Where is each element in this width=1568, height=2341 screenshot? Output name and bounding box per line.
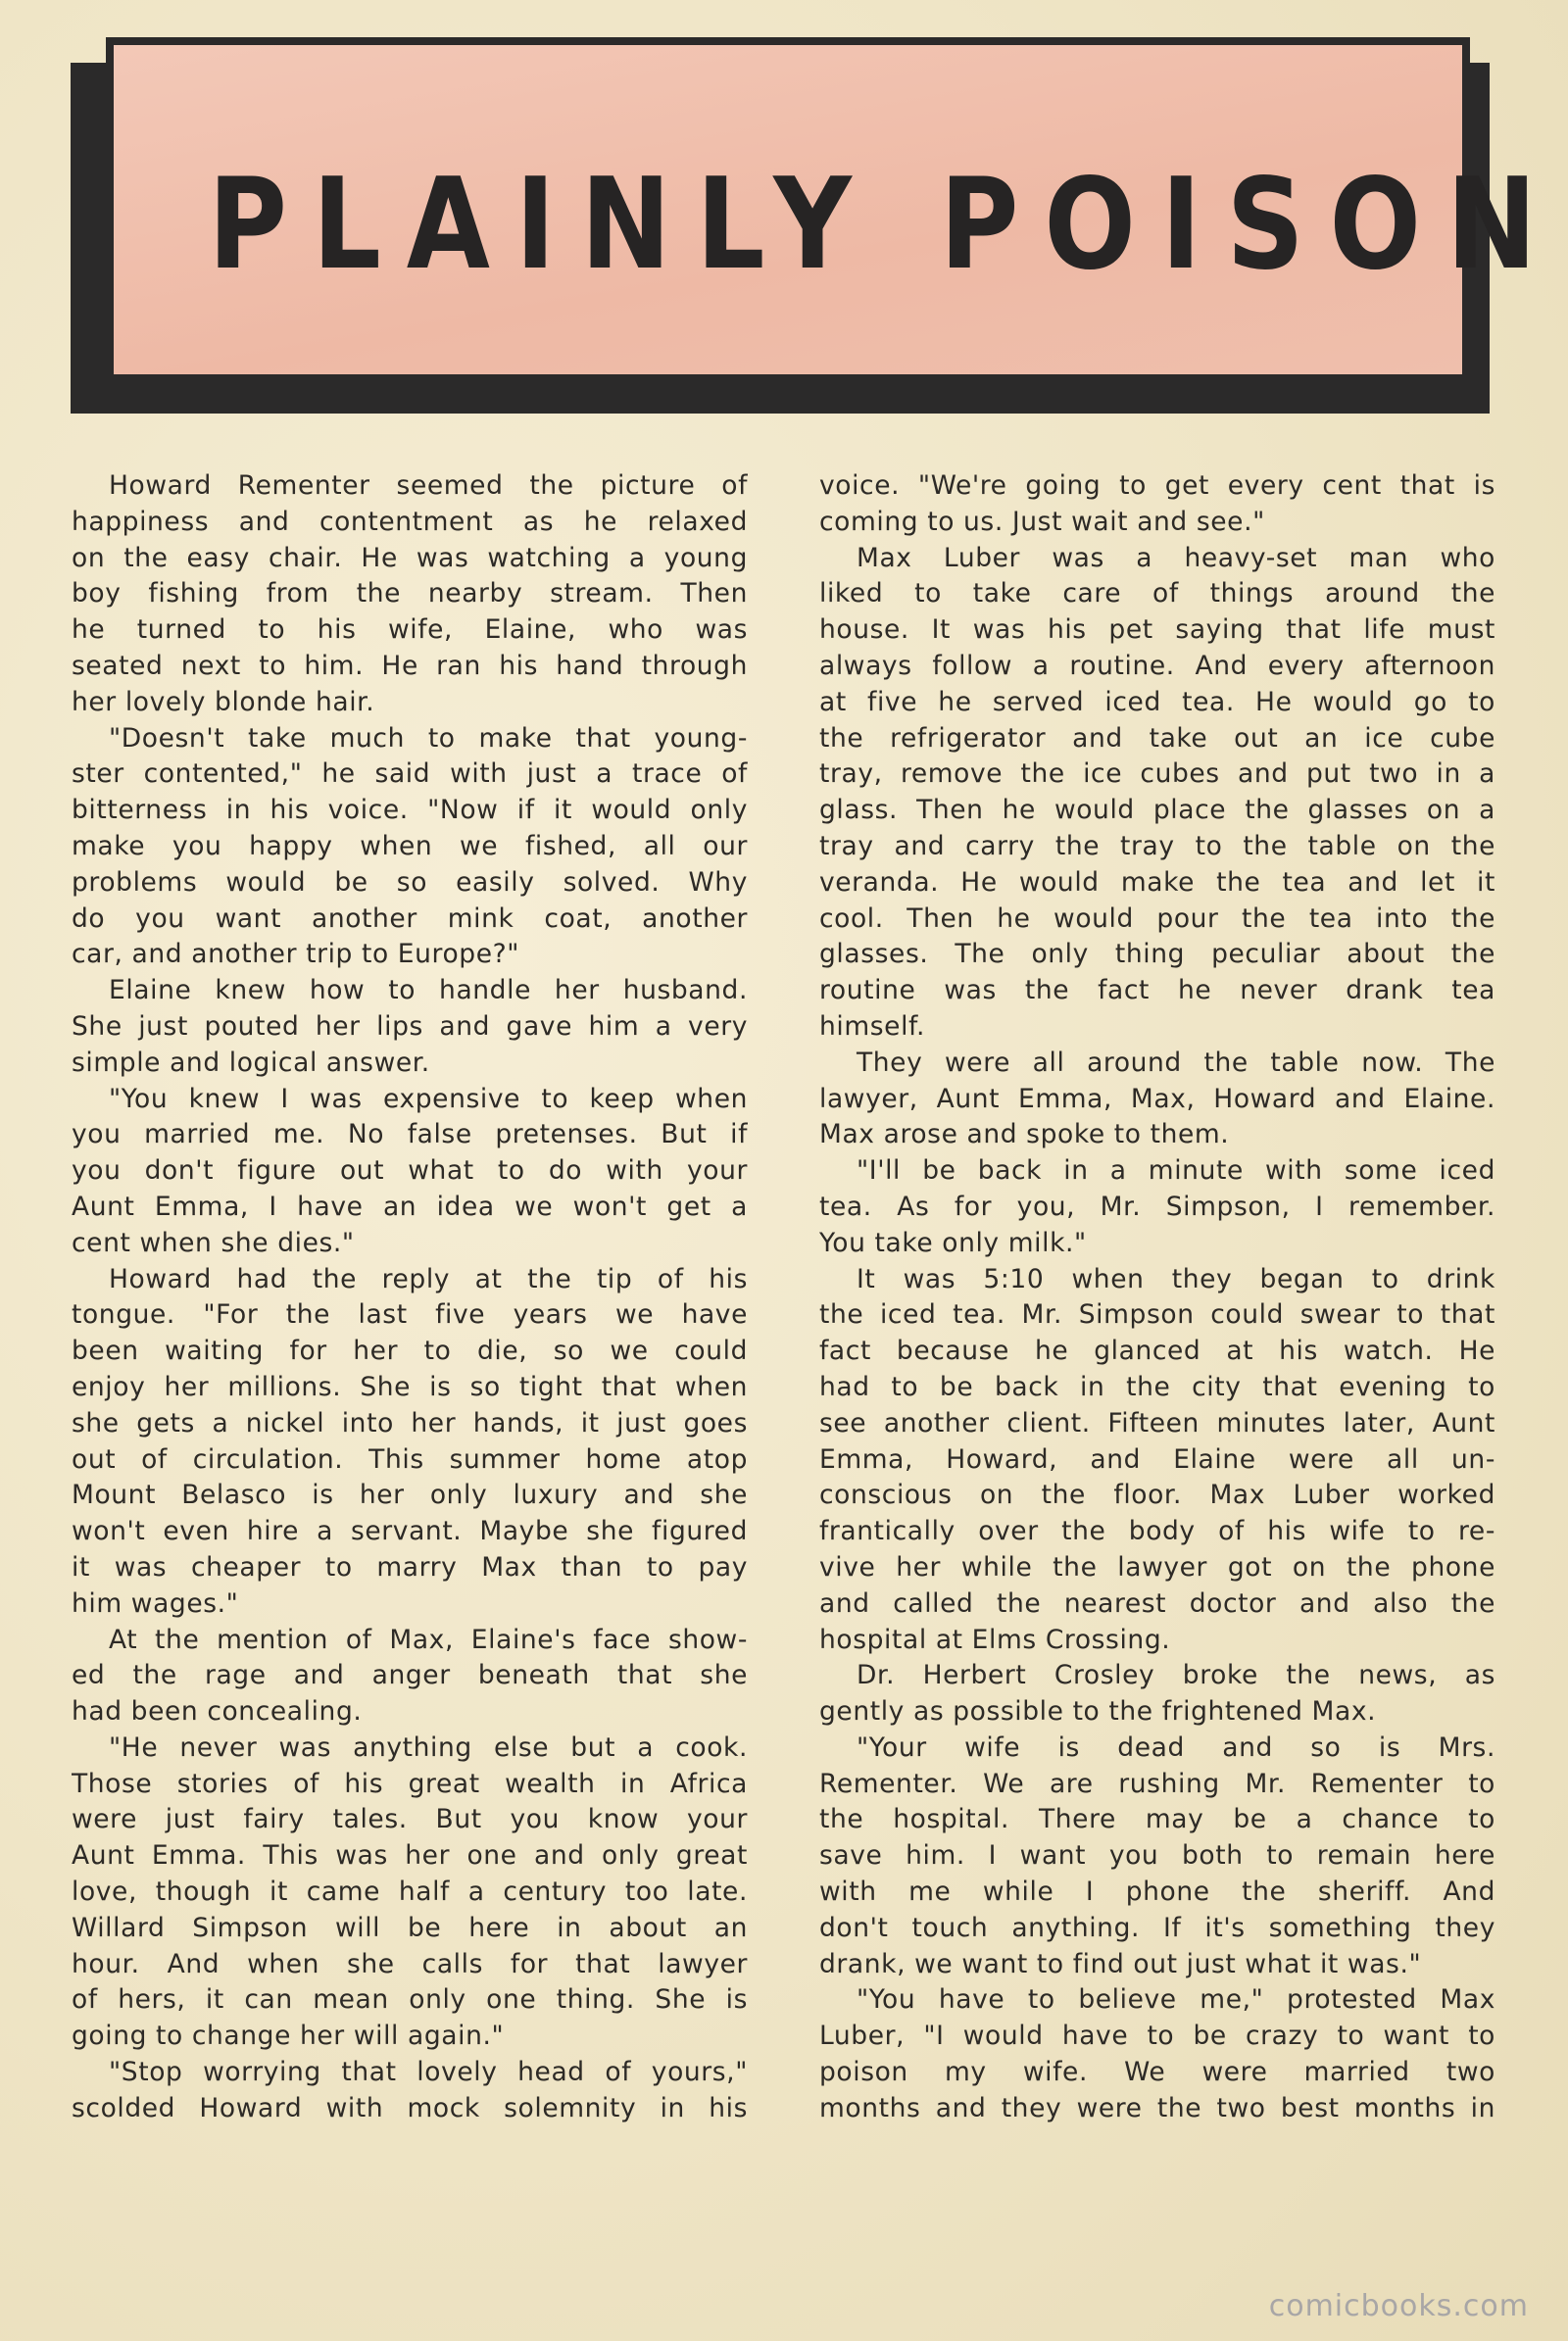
text-line: she gets a nickel into her hands, it just goes xyxy=(72,1407,748,1439)
text-line: her lovely blonde hair. xyxy=(72,686,375,717)
text-line: problems would be so easily solved. Why xyxy=(72,866,748,898)
text-line: Aunt Emma, I have an idea we won't get a xyxy=(72,1191,748,1222)
text-line: "Stop worrying that lovely head of yours," xyxy=(109,2057,748,2088)
text-line: Mount Belasco is her only luxury and she xyxy=(72,1480,748,1511)
text-line: "Doesn't take much to make that young- xyxy=(109,722,748,754)
text-line: Elaine knew how to handle her husband. xyxy=(109,975,748,1006)
text-line: at five he served iced tea. He would go to xyxy=(819,686,1495,717)
text-line: always follow a routine. And every afternoon xyxy=(819,650,1495,681)
text-line: tray and carry the tray to the table on the xyxy=(819,830,1495,861)
text-line: happiness and contentment as he relaxed xyxy=(72,506,748,537)
text-line: him wages." xyxy=(72,1587,239,1619)
text-line: enjoy her millions. She is so tight that when xyxy=(72,1371,748,1402)
text-line: car, and another trip to Europe?" xyxy=(72,939,520,970)
text-line: going to change her will again." xyxy=(72,2021,505,2052)
text-line: scolded Howard with mock solemnity in his xyxy=(72,2092,748,2123)
story-title: PLAINLY POISON xyxy=(208,152,1562,298)
title-box xyxy=(106,37,1562,382)
text-line: vive her while the lawyer got on the phone xyxy=(819,1551,1495,1583)
text-line: on the easy chair. He was watching a young xyxy=(72,542,748,573)
text-line: the iced tea. Mr. Simpson could swear to that xyxy=(819,1299,1495,1331)
text-line: with me while I phone the sheriff. And xyxy=(819,1877,1495,1908)
text-line: tray, remove the ice cubes and put two in a xyxy=(819,758,1495,790)
text-line: bitterness in his voice. "Now if it would only xyxy=(72,795,748,826)
text-line: himself. xyxy=(819,1010,926,1042)
watermark: comicbooks.com xyxy=(1268,2289,1529,2323)
text-line: don't touch anything. If it's something they xyxy=(819,1912,1495,1943)
text-line: "Your wife is dead and so is Mrs. xyxy=(857,1731,1495,1763)
left-text-column xyxy=(72,468,748,2127)
text-line: Emma, Howard, and Elaine were all un- xyxy=(819,1443,1495,1475)
text-line: Dr. Herbert Crosley broke the news, as xyxy=(857,1660,1495,1691)
text-line: "I'll be back in a minute with some iced xyxy=(857,1155,1495,1187)
text-line: the refrigerator and take out an ice cube xyxy=(819,722,1495,754)
text-line: "You have to believe me," protested Max xyxy=(857,1984,1495,2016)
text-line: glasses. The only thing peculiar about the xyxy=(819,939,1495,970)
text-line: veranda. He would make the tea and let it xyxy=(819,866,1495,898)
right-text-column xyxy=(819,468,1495,2127)
text-line: you don't figure out what to do with your xyxy=(72,1155,748,1187)
text-line: ed the rage and anger beneath that she xyxy=(72,1660,748,1691)
text-line: the hospital. There may be a chance to xyxy=(819,1804,1495,1835)
text-line: boy fishing from the nearby stream. Then xyxy=(72,578,748,610)
text-line: save him. I want you both to remain here xyxy=(819,1840,1495,1872)
text-line: house. It was his pet saying that life must xyxy=(819,614,1495,646)
text-line: it was cheaper to marry Max than to pay xyxy=(72,1551,748,1583)
text-line: Howard Rementer seemed the picture of xyxy=(109,470,748,501)
text-line: lawyer, Aunt Emma, Max, Howard and Elaine. xyxy=(819,1083,1495,1114)
text-line: gently as possible to the frightened Max. xyxy=(819,1696,1377,1728)
text-line: you married me. No false pretenses. But if xyxy=(72,1119,748,1150)
text-line: been waiting for her to die, so we could xyxy=(72,1336,748,1367)
text-line: were just fairy tales. But you know your xyxy=(72,1804,748,1835)
text-line: cool. Then he would pour the tea into the xyxy=(819,902,1495,934)
text-line: conscious on the floor. Max Luber worked xyxy=(819,1480,1495,1511)
text-line: glass. Then he would place the glasses on a xyxy=(819,795,1495,826)
text-line: out of circulation. This summer home atop xyxy=(72,1443,748,1475)
text-line: routine was the fact he never drank tea xyxy=(819,975,1495,1006)
text-line: tea. As for you, Mr. Simpson, I remember. xyxy=(819,1191,1495,1222)
text-line: he turned to his wife, Elaine, who was xyxy=(72,614,748,646)
text-line: She just pouted her lips and gave him a very xyxy=(72,1010,748,1042)
text-line: months and they were the two best months in xyxy=(819,2092,1495,2123)
text-line: see another client. Fifteen minutes later, Aunt xyxy=(819,1407,1495,1439)
text-line: poison my wife. We were married two xyxy=(819,2057,1495,2088)
text-line: Howard had the reply at the tip of his xyxy=(109,1263,748,1294)
text-line: had been concealing. xyxy=(72,1696,363,1728)
text-line: Those stories of his great wealth in Africa xyxy=(72,1768,748,1799)
text-line: seated next to him. He ran his hand through xyxy=(72,650,748,681)
text-line: do you want another mink coat, another xyxy=(72,902,748,934)
text-line: You take only milk." xyxy=(819,1227,1087,1258)
text-line: coming to us. Just wait and see." xyxy=(819,506,1265,537)
text-line: Aunt Emma. This was her one and only great xyxy=(72,1840,748,1872)
text-line: had to be back in the city that evening to xyxy=(819,1371,1495,1402)
text-line: "He never was anything else but a cook. xyxy=(109,1731,748,1763)
text-line: liked to take care of things around the xyxy=(819,578,1495,610)
text-line: Max arose and spoke to them. xyxy=(819,1119,1230,1150)
text-line: fact because he glanced at his watch. He xyxy=(819,1336,1495,1367)
text-line: hour. And when she calls for that lawyer xyxy=(72,1948,748,1979)
text-line: love, though it came half a century too late. xyxy=(72,1877,748,1908)
text-line: and called the nearest doctor and also the xyxy=(819,1587,1495,1619)
text-line: frantically over the body of his wife to re- xyxy=(819,1516,1495,1547)
text-line: won't even hire a servant. Maybe she figured xyxy=(72,1516,748,1547)
text-line: It was 5:10 when they began to drink xyxy=(857,1263,1495,1294)
text-line: At the mention of Max, Elaine's face show- xyxy=(109,1624,748,1655)
text-line: Max Luber was a heavy-set man who xyxy=(857,542,1495,573)
text-line: cent when she dies." xyxy=(72,1227,355,1258)
text-line: Rementer. We are rushing Mr. Rementer to xyxy=(819,1768,1495,1799)
text-line: hospital at Elms Crossing. xyxy=(819,1624,1171,1655)
text-line: Luber, "I would have to be crazy to want to xyxy=(819,2021,1495,2052)
text-line: They were all around the table now. The xyxy=(857,1047,1495,1078)
text-line: make you happy when we fished, all our xyxy=(72,830,748,861)
text-line: "You knew I was expensive to keep when xyxy=(109,1083,748,1114)
text-line: Willard Simpson will be here in about an xyxy=(72,1912,748,1943)
text-line: simple and logical answer. xyxy=(72,1047,430,1078)
text-line: tongue. "For the last five years we have xyxy=(72,1299,748,1331)
text-line: voice. "We're going to get every cent that is xyxy=(819,470,1495,501)
text-line: drank, we want to find out just what it was." xyxy=(819,1948,1422,1979)
text-line: of hers, it can mean only one thing. She is xyxy=(72,1984,748,2016)
text-line: ster contented," he said with just a trace of xyxy=(72,758,748,790)
